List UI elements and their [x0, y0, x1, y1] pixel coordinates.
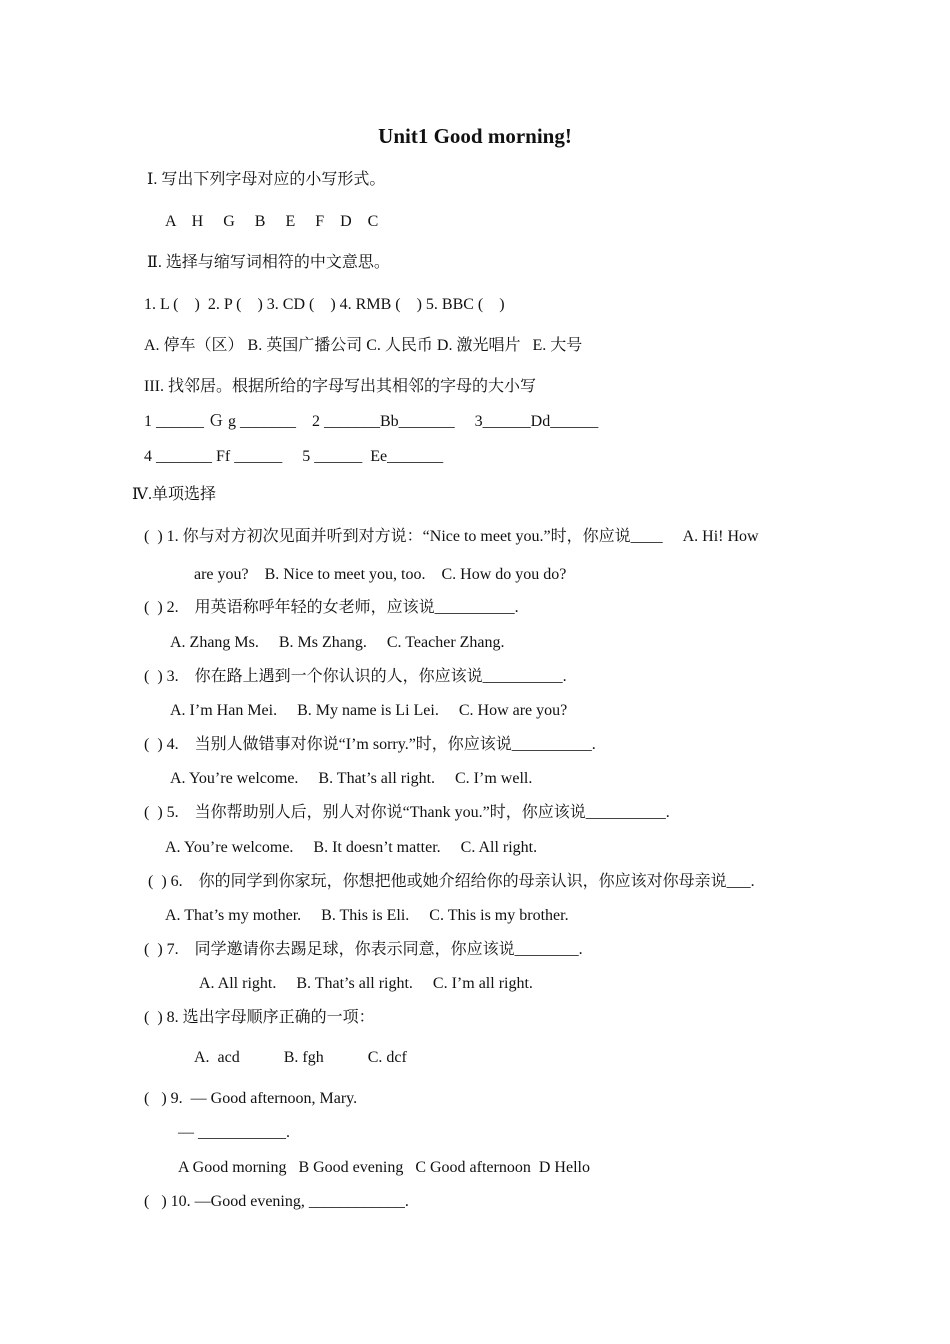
question-6: ( ) 6. 你的同学到你家玩，你想把他或她介绍给你的母亲认识，你应该对你母亲说___.: [148, 873, 755, 890]
question-2-options: A. Zhang Ms. B. Ms Zhang. C. Teacher Zhang.: [170, 634, 505, 651]
section-2-options: A. 停车（区） B. 英国广播公司 C. 人民币 D. 激光唱片 E. 大号: [144, 337, 583, 354]
section-4-heading: Ⅳ.单项选择: [132, 486, 216, 503]
question-9: ( ) 9. — Good afternoon, Mary.: [144, 1090, 358, 1107]
section-3-row-2: 4 _______ Ff ______ 5 ______ Ee_______: [144, 448, 444, 465]
question-2: ( ) 2. 用英语称呼年轻的女老师，应该说__________.: [144, 599, 519, 616]
question-1: ( ) 1. 你与对方初次见面并听到对方说：“Nice to meet you.”时，你应说____ A. Hi! How: [144, 528, 759, 545]
question-8: ( ) 8. 选出字母顺序正确的一项：: [144, 1009, 375, 1026]
question-9-options: A Good morning B Good evening C Good afternoon D Hello: [178, 1159, 590, 1176]
question-3: ( ) 3. 你在路上遇到一个你认识的人，你应该说__________.: [144, 668, 567, 685]
question-9-reply: — ___________.: [178, 1124, 290, 1141]
question-8-options: A. acd B. fgh C. dcf: [194, 1049, 407, 1066]
question-10: ( ) 10. —Good evening, ____________.: [144, 1193, 409, 1210]
section-2-heading: Ⅱ. 选择与缩写词相符的中文意思。: [147, 254, 390, 271]
section-1-letters: A H G B E F D C: [165, 213, 379, 230]
section-2-items: 1. L ( ) 2. P ( ) 3. CD ( ) 4. RMB ( ) 5. BBC ( ): [144, 296, 505, 313]
question-5-options: A. You’re welcome. B. It doesn’t matter. C. All right.: [165, 839, 538, 856]
section-3-row-1: 1 ______ Ｇ g _______ 2 _______Bb_______ 3______Dd______: [144, 413, 599, 430]
question-1-continued: are you? B. Nice to meet you, too. C. How do you do?: [194, 566, 567, 583]
page-title: Unit1 Good morning!: [378, 124, 572, 148]
question-4-options: A. You’re welcome. B. That’s all right. C. I’m well.: [170, 770, 533, 787]
question-6-options: A. That’s my mother. B. This is Eli. C. This is my brother.: [165, 907, 569, 924]
question-3-options: A. I’m Han Mei. B. My name is Li Lei. C. How are you?: [170, 702, 568, 719]
question-4: ( ) 4. 当别人做错事对你说“I’m sorry.”时，你应该说__________.: [144, 736, 596, 753]
question-7: ( ) 7. 同学邀请你去踢足球，你表示同意，你应该说________.: [144, 941, 583, 958]
section-1-heading: Ⅰ. 写出下列字母对应的小写形式。: [147, 171, 386, 188]
question-5: ( ) 5. 当你帮助别人后，别人对你说“Thank you.”时，你应该说__________.: [144, 804, 670, 821]
section-3-heading: III. 找邻居。根据所给的字母写出其相邻的字母的大小写: [144, 378, 536, 395]
question-7-options: A. All right. B. That’s all right. C. I’m all right.: [199, 975, 533, 992]
